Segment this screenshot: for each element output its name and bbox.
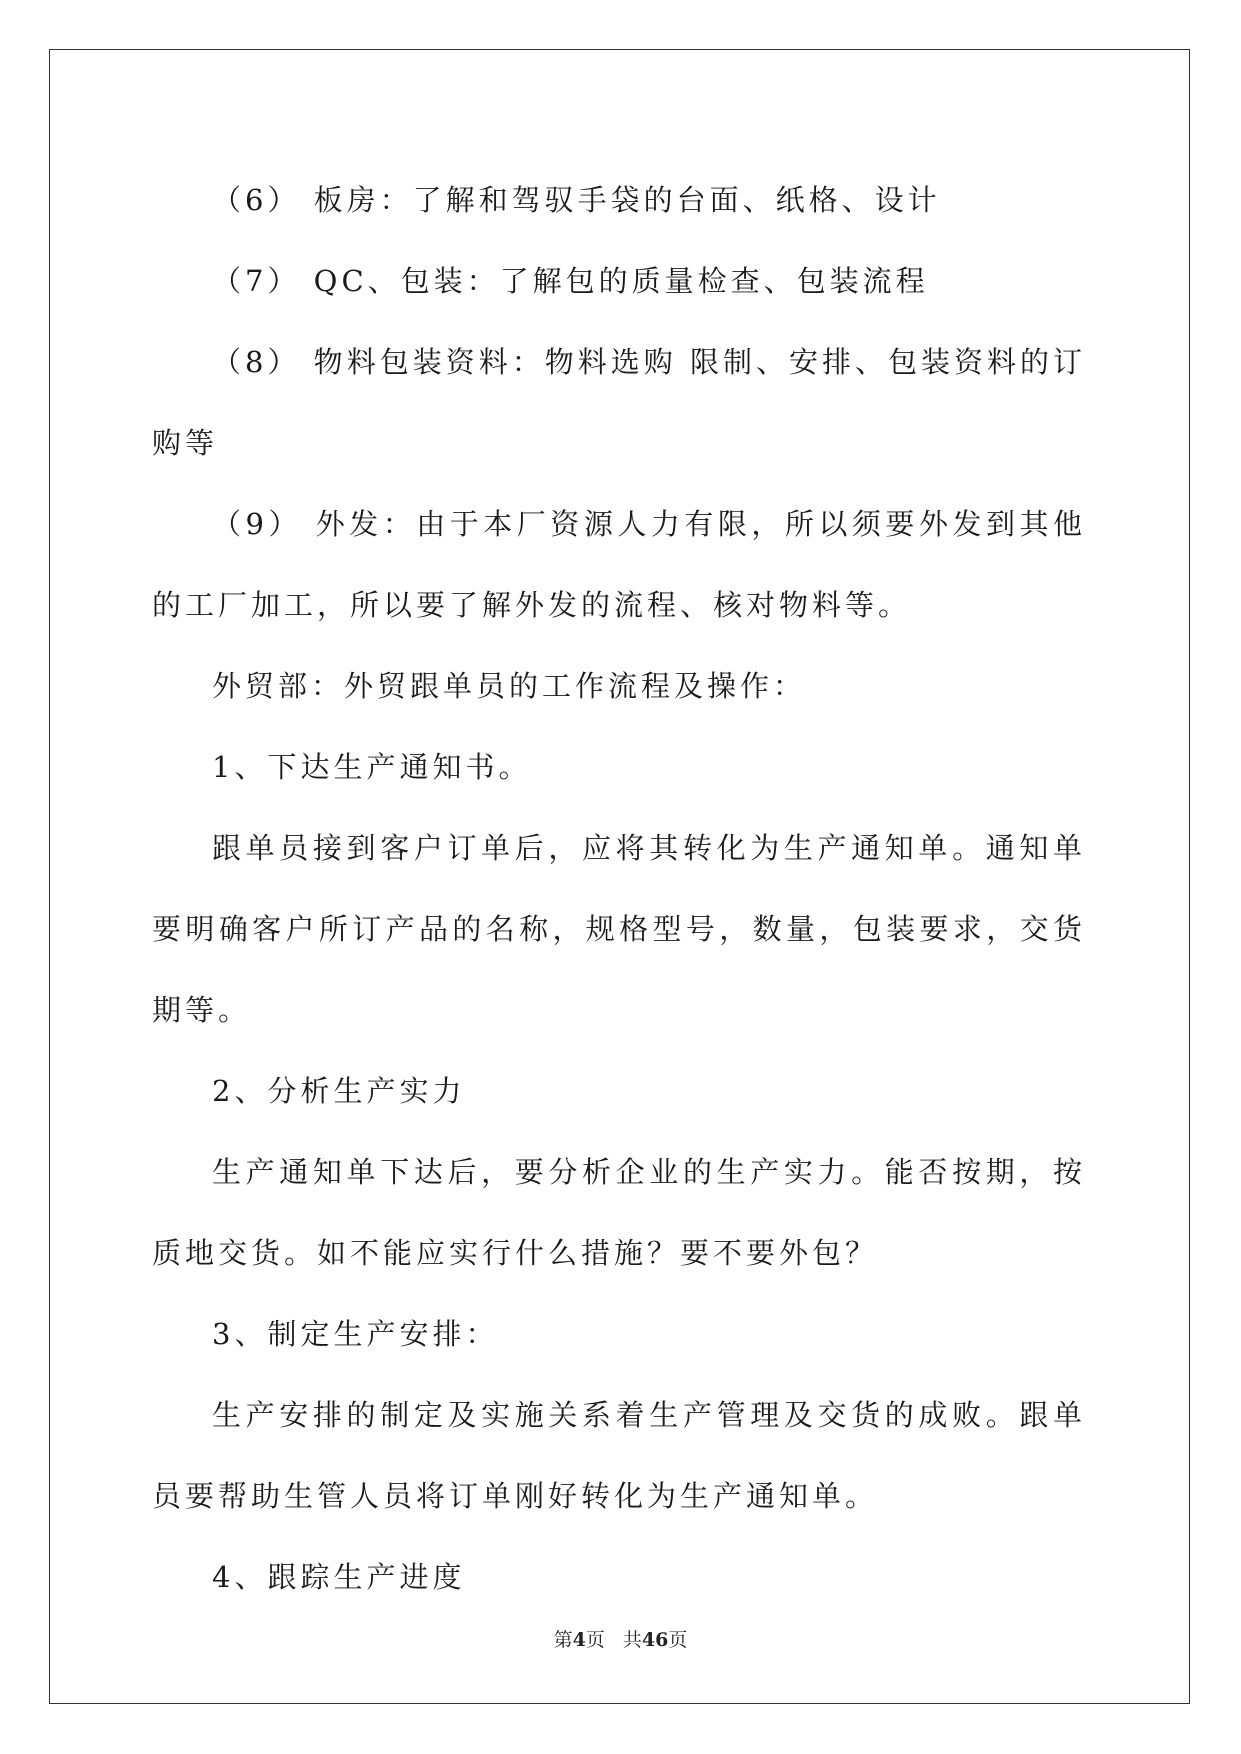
paragraph-item-6: （6） 板房：了解和驾驭手袋的台面、纸格、设计 [212,183,941,217]
section-heading-foreign-trade: 外贸部：外贸跟单员的工作流程及操作： [212,669,807,703]
footer-total-pages: 46 [641,1629,669,1651]
footer-total-unit: 页 [668,1629,688,1651]
footer-page-unit: 页 [585,1629,605,1651]
step-2-body: 生产通知单下达后，要分析企业的生产实力。能否按期，按质地交货。如不能应实行什么措施？要不要外包？ [152,1155,1086,1270]
step-1-heading: 1、下达生产通知书。 [212,750,532,784]
step-2-heading: 2、分析生产实力 [212,1074,466,1108]
footer-total-prefix: 共 [622,1629,642,1651]
paragraph-item-8: （8） 物料包装资料：物料选购 限制、安排、包装资料的订购等 [152,345,1086,460]
paragraph-item-7: （7） QC、包装：了解包的质量检查、包装流程 [212,264,929,298]
paragraph-item-9: （9） 外发：由于本厂资源人力有限，所以须要外发到其他的工厂加工，所以要了解外发的流程、核对物料等。 [152,507,1086,622]
step-3-heading: 3、制定生产安排： [212,1317,499,1351]
step-4-heading: 4、跟踪生产进度 [212,1560,466,1594]
step-3-body: 生产安排的制定及实施关系着生产管理及交货的成败。跟单员要帮助生管人员将订单刚好转化为生产通知单。 [152,1398,1086,1513]
footer-page-number: 4 [572,1629,586,1651]
document-body [152,160,1086,1618]
step-1-body: 跟单员接到客户订单后，应将其转化为生产通知单。通知单要明确客户所订产品的名称，规格型号，数量，包装要求，交货期等。 [152,831,1086,1027]
footer-page-prefix: 第 [553,1629,573,1651]
page-footer [0,1625,1241,1652]
